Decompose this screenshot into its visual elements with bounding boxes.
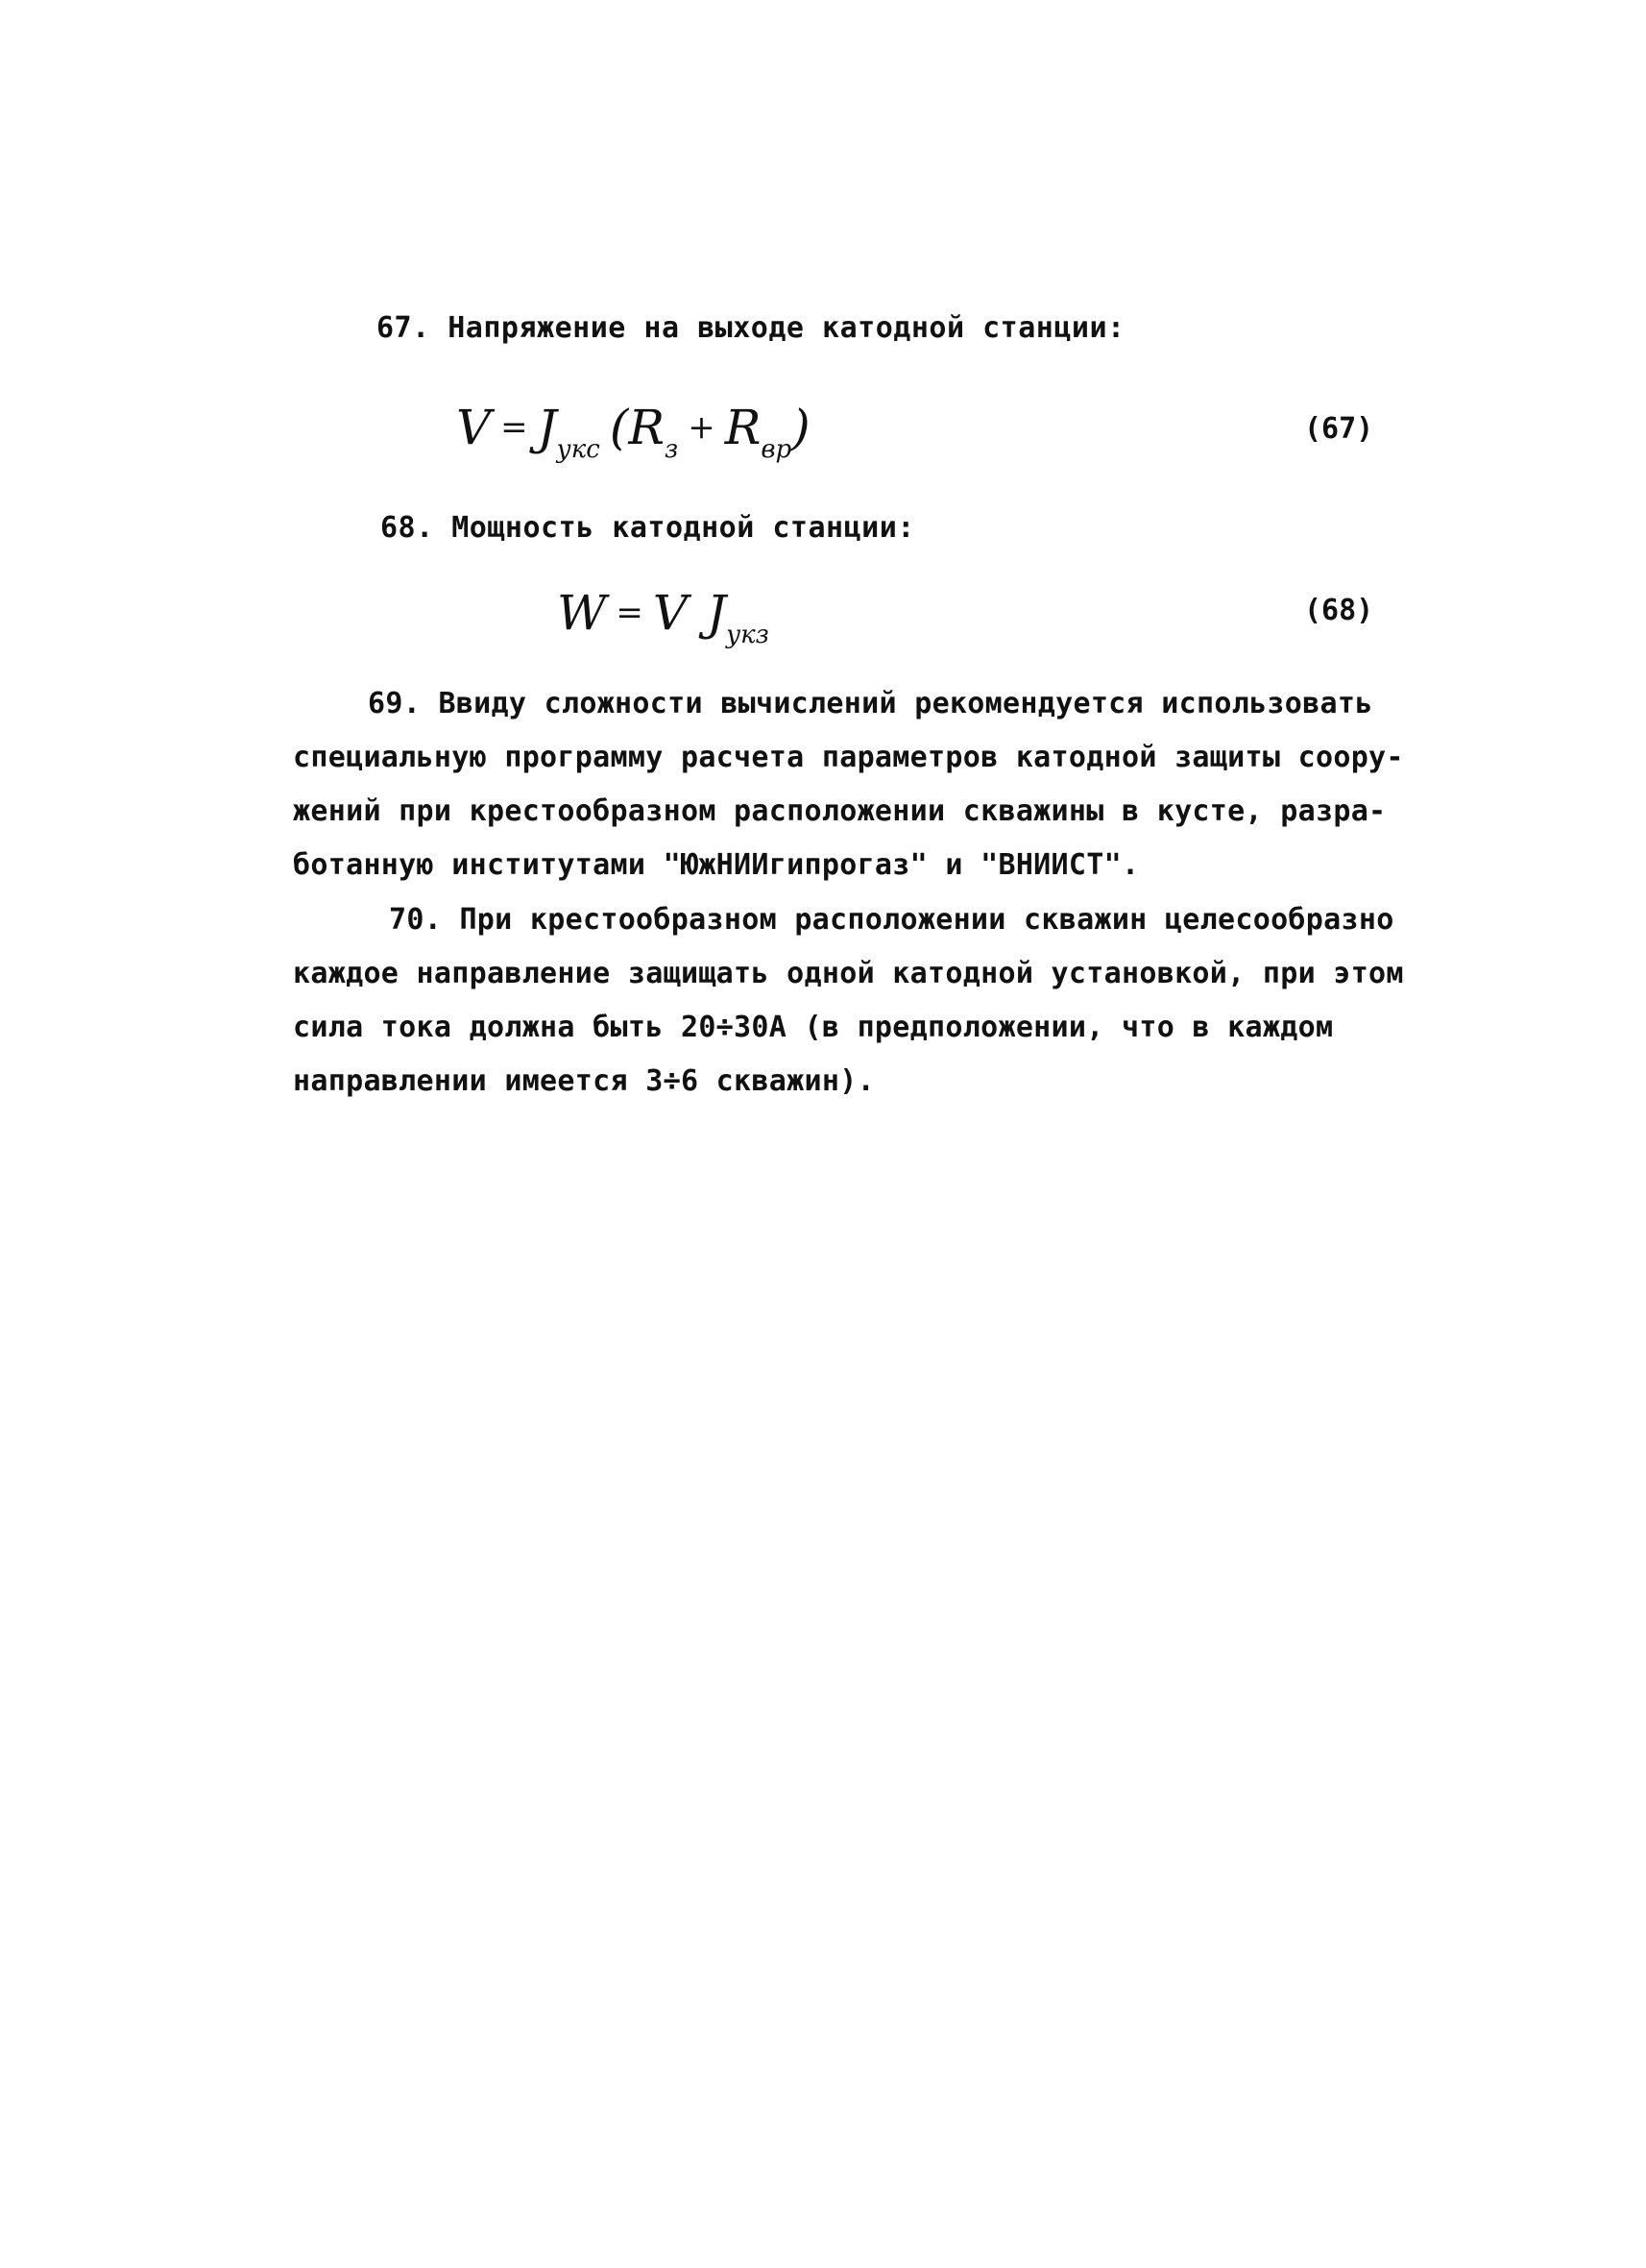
formula-67-r2: R: [724, 400, 762, 455]
formula-67-open-paren: (: [609, 400, 629, 455]
formula-67-r1: R: [628, 400, 665, 455]
formula-68-current: J: [707, 585, 727, 641]
formula-67-r1-subscript: з: [665, 435, 679, 464]
formula-67-r2-subscript: вр: [761, 435, 792, 464]
formula-68-lhs: W: [557, 585, 607, 641]
formula-67-equals: =: [500, 408, 528, 447]
formula-68-equals: =: [616, 594, 643, 632]
formula-67-lhs: V: [456, 400, 492, 455]
paragraph-69-line: специальную программу расчета параметров катодной защиты соору-: [293, 741, 1404, 774]
formula-67-current: J: [537, 400, 557, 455]
paragraph-70-line: 70. При крестообразном расположении скважин целесообразно: [389, 903, 1394, 937]
paragraph-70-line: направлении имеется 3÷6 скважин).: [293, 1064, 875, 1098]
equation-number-68: (68): [1304, 594, 1374, 627]
paragraph-69-line: 69. Ввиду сложности вычислений рекомендуется использовать: [368, 687, 1373, 720]
formula-68-current-subscript: укз: [726, 621, 769, 649]
equation-number-67: (67): [1304, 412, 1374, 446]
paragraph-69-line: жений при крестообразном расположении скважины в кусте, разра-: [293, 794, 1387, 828]
item-68-heading: 68. Мощность катодной станции:: [380, 511, 915, 545]
formula-68-voltage: V: [652, 585, 689, 641]
formula-67-close-paren: ): [791, 400, 811, 455]
paragraph-70-line: каждое направление защищать одной катодной установкой, при этом: [293, 957, 1404, 990]
formula-67: [456, 399, 811, 478]
paragraph-69-line: ботанную институтами "ЮжНИИгипрогаз" и "ВНИИСТ".: [293, 848, 1140, 882]
paragraph-70: [293, 893, 1407, 1109]
paragraph-69: [293, 677, 1407, 892]
formula-68: [557, 584, 769, 664]
formula-67-current-subscript: укс: [556, 435, 600, 464]
item-67-heading: 67. Напряжение на выходе катодной станции:: [376, 311, 1126, 345]
paragraph-70-line: сила тока должна быть 20÷30А (в предположении, что в каждом: [293, 1011, 1334, 1044]
formula-67-plus: +: [688, 408, 715, 447]
